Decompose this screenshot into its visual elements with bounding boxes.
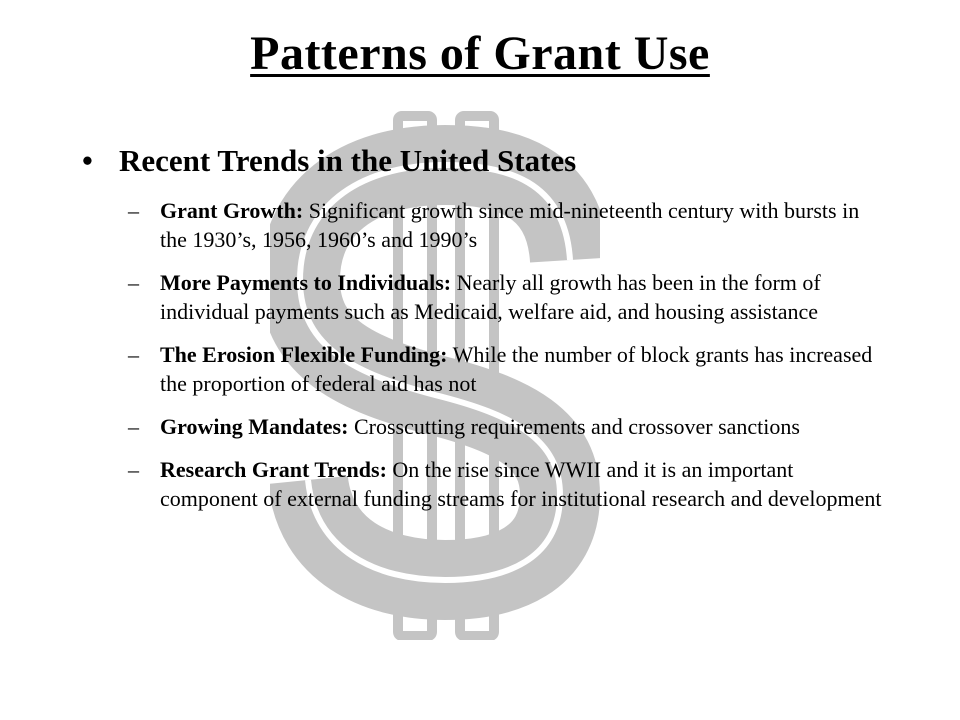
main-bullet-text: Recent Trends in the United States: [119, 143, 577, 178]
sub-bullet-grant-growth: [128, 196, 888, 254]
dash-marker: –: [128, 270, 139, 295]
sub-bullet-body: Nearly all growth has been in the form of individual payments such as Medicaid, welfare aid, and housing assistance: [160, 270, 821, 324]
dash-marker: –: [128, 414, 139, 439]
sub-bullet-label: More Payments to Individuals:: [160, 270, 452, 295]
sub-bullet-label: Grant Growth:: [160, 198, 304, 223]
sub-bullet-text: [160, 455, 888, 513]
bullet-marker: •: [82, 143, 93, 178]
dash-marker: –: [128, 198, 139, 223]
sub-bullet-label: Research Grant Trends:: [160, 457, 387, 482]
sub-bullet-text: [160, 340, 888, 398]
sub-bullet-research: [128, 455, 888, 513]
sub-bullet-text: [160, 412, 888, 441]
sub-bullet-list: [128, 196, 888, 527]
main-bullet: [82, 143, 576, 179]
sub-bullet-body: On the rise since WWII and it is an important component of external funding streams for institutional research and development: [160, 457, 882, 511]
dash-marker: –: [128, 457, 139, 482]
dash-marker: –: [128, 342, 139, 367]
sub-bullet-body: Crosscutting requirements and crossover sanctions: [348, 414, 800, 439]
sub-bullet-mandates: [128, 412, 888, 441]
sub-bullet-payments: [128, 268, 888, 326]
sub-bullet-text: [160, 196, 888, 254]
page-title: Patterns of Grant Use: [250, 27, 710, 80]
sub-bullet-label: The Erosion Flexible Funding:: [160, 342, 448, 367]
sub-bullet-body: Significant growth since mid-nineteenth century with bursts in the 1930’s, 1956, 1960’s and 1990’s: [160, 198, 860, 252]
sub-bullet-erosion: [128, 340, 888, 398]
sub-bullet-label: Growing Mandates:: [160, 414, 349, 439]
sub-bullet-text: [160, 268, 888, 326]
sub-bullet-body: While the number of block grants has increased the proportion of federal aid has not: [160, 342, 873, 396]
